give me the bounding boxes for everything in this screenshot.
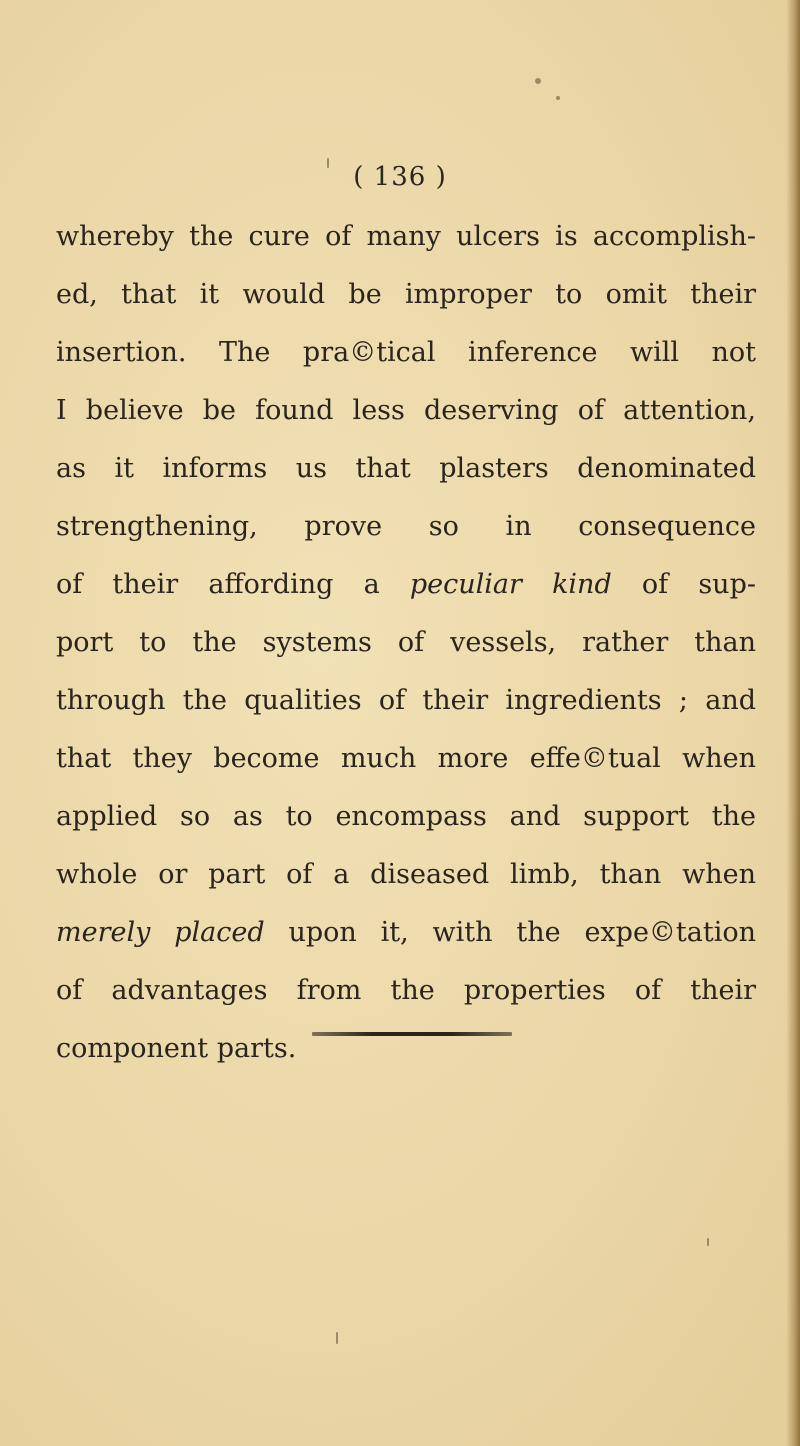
text-line: component parts.	[56, 1033, 297, 1064]
text-line: as it informs us that plasters denominated	[56, 453, 756, 484]
paper-speck	[535, 78, 541, 84]
paper-speck	[707, 1238, 709, 1246]
text-line: of advantages from the properties of their	[56, 975, 756, 1006]
page-number: ( 136 )	[353, 162, 447, 192]
text-line: through the qualities of their ingredients ; and	[56, 685, 756, 716]
page-edge	[786, 0, 800, 1446]
paper-speck	[327, 158, 329, 168]
text-line: I believe be found less deserving of attention,	[56, 395, 756, 426]
paper-speck	[556, 96, 560, 100]
text-line: insertion. The pra©tical inference will not	[56, 337, 756, 368]
body-text	[56, 208, 756, 1078]
paper-speck	[336, 1332, 338, 1344]
text-line: whereby the cure of many ulcers is accomplish-	[56, 221, 756, 252]
text-line: that they become much more effe©tual when	[56, 743, 756, 774]
closing-rule	[312, 1032, 512, 1036]
text-line: ed, that it would be improper to omit their	[56, 279, 756, 310]
text-line: merely placed upon it, with the expe©tation	[56, 917, 756, 948]
italic-phrase: peculiar kind	[409, 569, 612, 600]
italic-phrase: merely placed	[56, 917, 265, 948]
text-line: whole or part of a diseased limb, than when	[56, 859, 756, 890]
text-line: port to the systems of vessels, rather than	[56, 627, 756, 658]
text-line: strengthening, prove so in consequence	[56, 511, 756, 542]
text-line: applied so as to encompass and support the	[56, 801, 756, 832]
text-line: of their affording a peculiar kind of sup-	[56, 569, 756, 600]
